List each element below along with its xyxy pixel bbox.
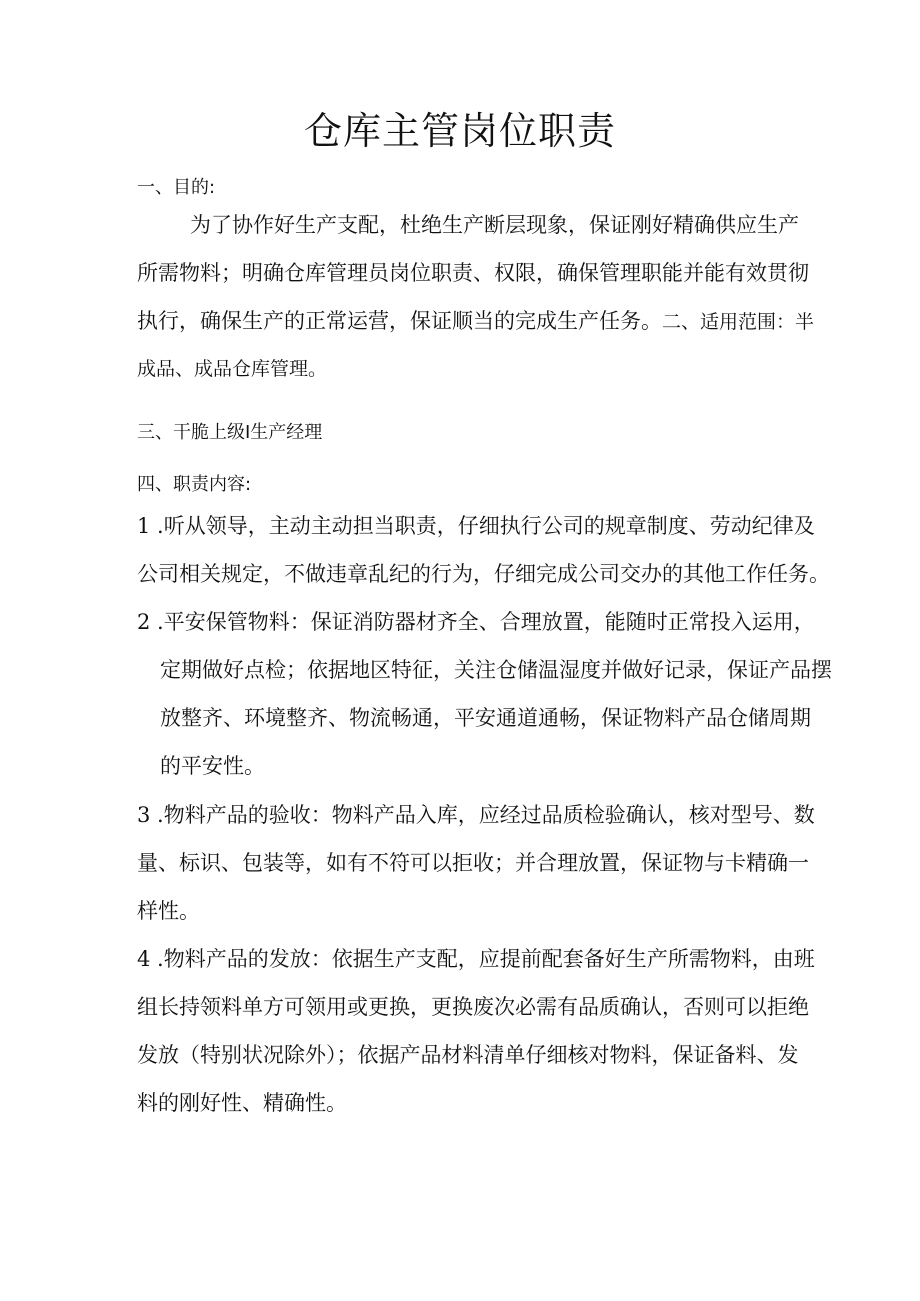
duty-2-line-2: 定期做好点检；依据地区特征，关注仓储温湿度并做好记录，保证产品摆	[160, 658, 832, 682]
duty-3-line-2: 量、标识、包装等，如有不符可以拒收；并合理放置，保证物与卡精确一	[137, 851, 809, 875]
section-purpose-heading: 一、目的:	[137, 177, 216, 198]
purpose-line-1: 为了协作好生产支配，杜绝生产断层现象，保证刚好精确供应生产	[190, 213, 799, 237]
duty-1-line-1: 1 .听从领导，主动主动担当职责，仔细执行公司的规章制度、劳动纪律及	[137, 514, 815, 538]
purpose-line-3	[137, 298, 814, 347]
duty-2-line-3: 放整齐、环境整齐、物流畅通，平安通道通畅，保证物料产品仓储周期	[160, 706, 811, 730]
scope-line: 成品、成品仓库管理。	[137, 358, 328, 380]
section-superior-heading: 三、干脆上级I生产经理	[137, 422, 323, 443]
duty-3-line-1: 3 .物料产品的验收：物料产品入库，应经过品质检验确认，核对型号、数	[137, 803, 815, 827]
duty-2-line-4: 的平安性。	[160, 754, 265, 778]
section-duties-heading: 四、职责内容:	[137, 474, 252, 495]
purpose-line-2: 所需物料；明确仓库管理员岗位职责、权限，确保管理职能并能有效贯彻	[137, 261, 809, 285]
duty-4-line-2: 组长持领料单方可领用或更换，更换废次必需有品质确认，否则可以拒绝	[137, 995, 809, 1019]
duty-2-line-1: 2 .平安保管物料：保证消防器材齐全、合理放置，能随时正常投入运用，	[137, 610, 815, 634]
duty-4-line-1: 4 .物料产品的发放：依据生产支配，应提前配套备好生产所需物料，由班	[137, 947, 815, 971]
duty-4-line-3: 发放（特别状况除外）；依据产品材料清单仔细核对物料，保证备料、发	[137, 1043, 799, 1067]
document-title: 仓库主管岗位职责	[303, 109, 616, 153]
duty-1-line-2: 公司相关规定，不做违章乱纪的行为，仔细完成公司交办的其他工作任务。	[137, 562, 830, 586]
purpose-line-3-text: 执行，确保生产的正常运营，保证顺当的完成生产任务。	[137, 309, 662, 333]
duty-4-line-4: 料的刚好性、精确性。	[137, 1091, 347, 1115]
duty-3-line-3: 样性。	[137, 899, 200, 923]
scope-heading-inline: 二、适用范围：半	[662, 311, 815, 333]
